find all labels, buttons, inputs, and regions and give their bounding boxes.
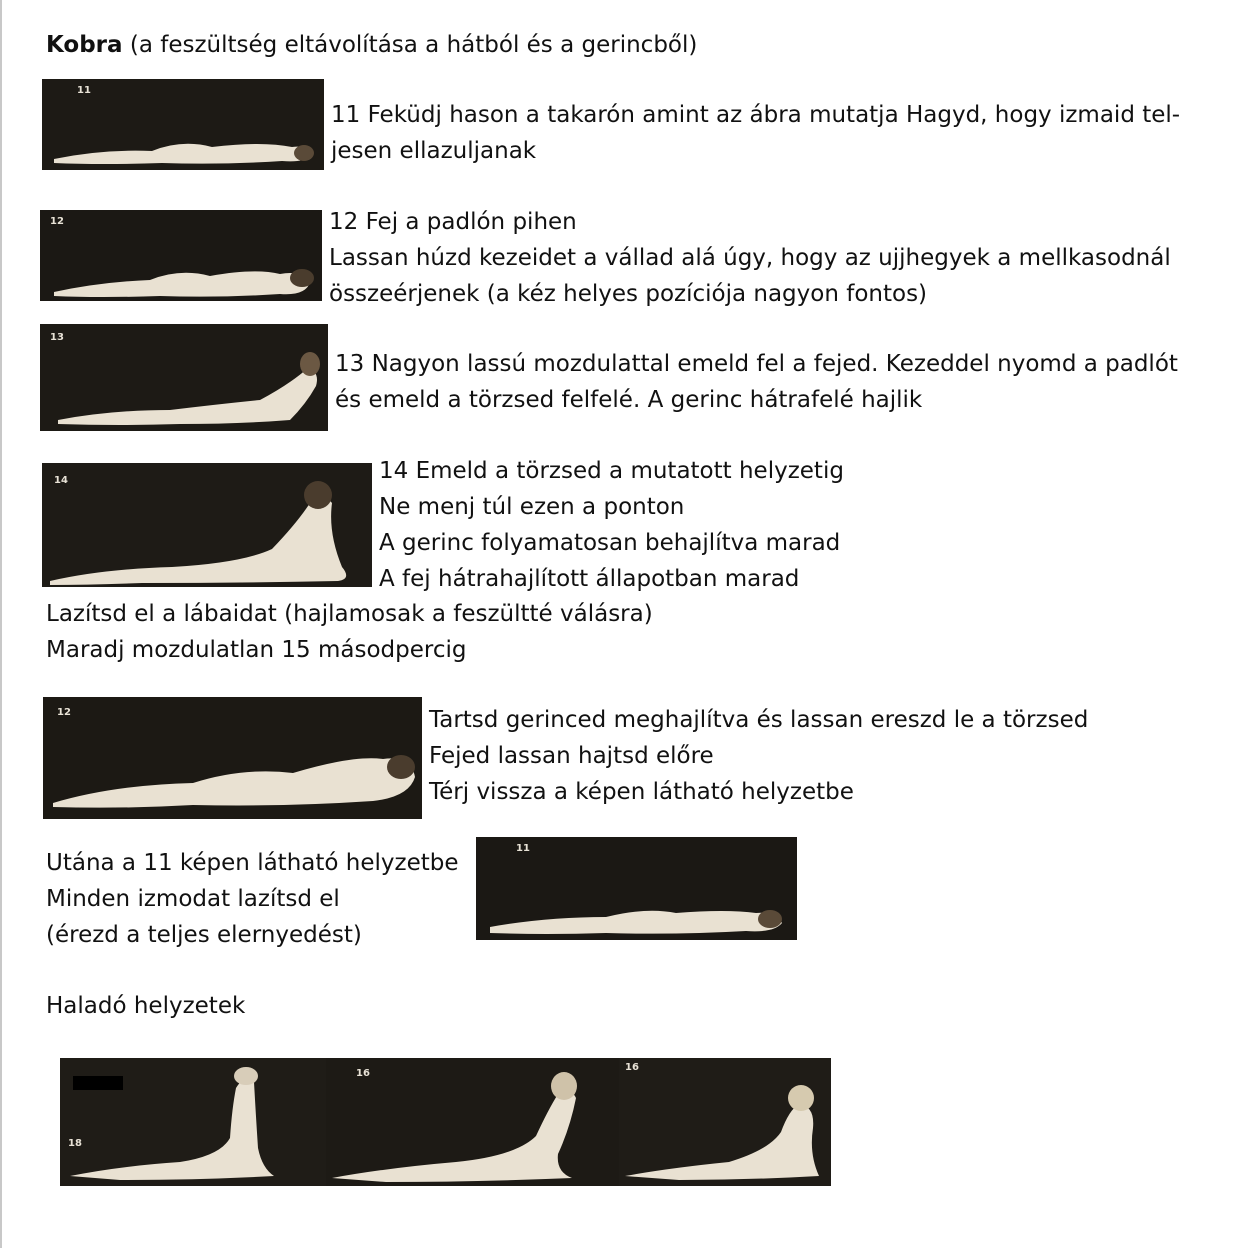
page-left-border xyxy=(0,0,2,1248)
text-line: Ne menj túl ezen a ponton xyxy=(379,494,685,520)
step-14-text xyxy=(379,453,844,597)
title-subtitle: (a feszültség eltávolítása a hátból és a gerincből) xyxy=(122,32,698,58)
photo-advanced-16b xyxy=(619,1058,831,1186)
text-line: Minden izmodat lazítsd el xyxy=(46,886,340,912)
photo-number: 13 xyxy=(50,332,64,343)
photo-number: 18 xyxy=(68,1138,82,1149)
photo-number: 16 xyxy=(625,1062,639,1073)
text-line: jesen ellazuljanak xyxy=(331,138,537,164)
text-line: 14 Emeld a törzsed a mutatott helyzetig xyxy=(379,458,844,484)
photo-step-14 xyxy=(42,463,372,587)
photo-advanced-16a xyxy=(326,1058,619,1186)
photo-step-13 xyxy=(40,324,328,431)
text-line: 13 Nagyon lassú mozdulattal emeld fel a fejed. Kezeddel nyomd a padlót xyxy=(335,351,1178,377)
step-13-text xyxy=(335,346,1178,418)
text-line: összeérjenek (a kéz helyes pozíciója nagyon fontos) xyxy=(329,281,928,307)
text-line: Lazítsd el a lábaidat (hajlamosak a feszültté válásra) xyxy=(46,601,653,627)
photo-number: 16 xyxy=(356,1068,370,1079)
text-line: Utána a 11 képen látható helyzetbe xyxy=(46,850,459,876)
step-12-text xyxy=(329,204,1171,312)
lower-text xyxy=(429,702,1088,810)
photo-number: 11 xyxy=(516,843,530,854)
text-line: 11 Feküdj hason a takarón amint az ábra mutatja Hagyd, hogy izmaid tel- xyxy=(331,102,1181,128)
photo-step-11-return xyxy=(476,837,797,940)
after-text xyxy=(46,845,459,953)
photo-step-12-return xyxy=(43,697,422,819)
text-line: (érezd a teljes elernyedést) xyxy=(46,922,362,948)
text-line: Térj vissza a képen látható helyzetbe xyxy=(429,779,854,805)
photo-number: 11 xyxy=(77,85,91,96)
text-line: Maradj mozdulatlan 15 másodpercig xyxy=(46,637,467,663)
relax-text xyxy=(46,596,653,668)
text-line: Fejed lassan hajtsd előre xyxy=(429,743,714,769)
text-line: Lassan húzd kezeidet a vállad alá úgy, hogy az ujjhegyek a mellkasodnál xyxy=(329,245,1171,271)
text-line: és emeld a törzsed felfelé. A gerinc hátrafelé hajlik xyxy=(335,387,923,413)
text-line: A fej hátrahajlított állapotban marad xyxy=(379,566,800,592)
photo-advanced-18 xyxy=(60,1058,326,1186)
advanced-heading: Haladó helyzetek xyxy=(46,993,246,1019)
photo-number: 12 xyxy=(57,707,71,718)
text-line: 12 Fej a padlón pihen xyxy=(329,209,577,235)
photo-number: 14 xyxy=(54,475,68,486)
photo-step-11 xyxy=(42,79,324,170)
text-line: Tartsd gerinced meghajlítva és lassan ereszd le a törzsed xyxy=(429,707,1089,733)
photo-number: 12 xyxy=(50,216,64,227)
redaction-bar xyxy=(73,1076,123,1090)
text-line: A gerinc folyamatosan behajlítva marad xyxy=(379,530,841,556)
title-bold: Kobra xyxy=(46,32,123,58)
page-title xyxy=(46,30,697,60)
step-11-text xyxy=(331,97,1180,169)
photo-step-12 xyxy=(40,210,322,301)
